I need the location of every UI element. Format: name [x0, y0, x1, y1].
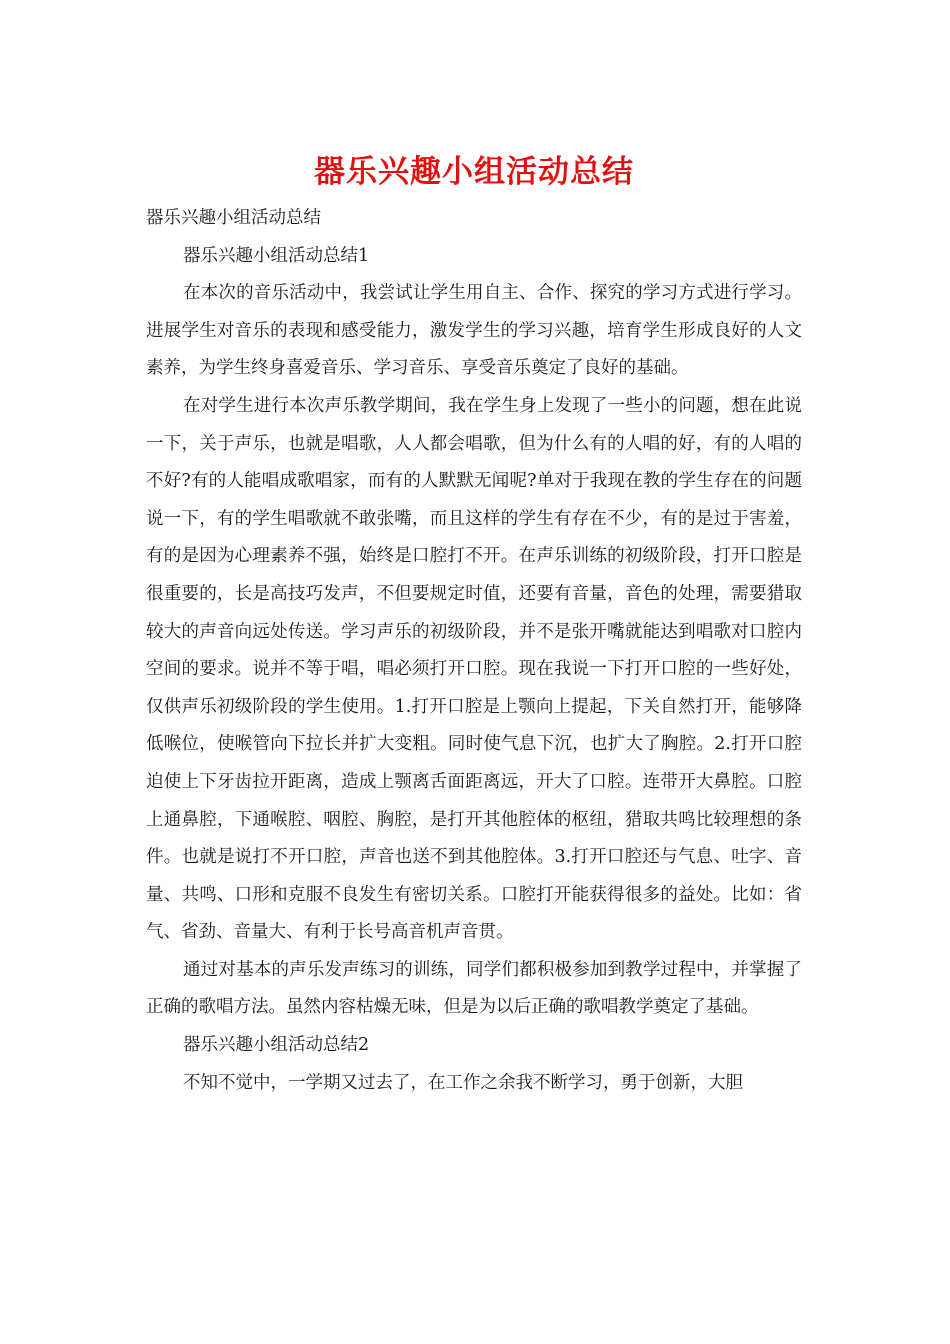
section-heading-1: 器乐兴趣小组活动总结1: [183, 245, 370, 266]
document-subtitle: 器乐兴趣小组活动总结: [146, 208, 321, 228]
body-paragraph-2: 在对学生进行本次声乐教学期间，我在学生身上发现了一些小的问题，想在此说一下，关于声乐，也就是唱歌，人人都会唱歌，但为什么有的人唱的好，有的人唱的不好?有的人能唱成歌唱家，而有的人默默无闻呢?单对于我现在教的学生存在的问题说一下，有的学生唱歌就不敢张嘴，而且这样的学生有存在不少，有的是过于害羞，有的是因为心理素养不强，始终是口腔打不开。在声乐训练的初级阶段，打开口腔是很重要的，长是高技巧发声，不但要规定时值，还要有音量，音色的处理，需要猎取较大的声音向远处传送。学习声乐的初级阶段，并不是张开嘴就能达到唱歌对口腔内空间的要求。说并不等于唱，唱必须打开口腔。现在我说一下打开口腔的一些好处，仅供声乐初级阶段的学生使用。1.打开口腔是上颚向上提起，下关自然打开，能够降低喉位，使喉管向下拉长并扩大变粗。同时使气息下沉，也扩大了胸腔。2.打开口腔迫使上下牙齿拉开距离，造成上颚离舌面距离远，开大了口腔。连带开大鼻腔。口腔上通鼻腔，下通喉腔、咽腔、胸腔，是打开其他腔体的枢纽，猎取共鸣比较理想的条件。也就是说打不开口腔，声音也送不到其他腔体。3.打开口腔还与气息、吐字、音量、共鸣、口形和克服不良发生有密切关系。口腔打开能获得很多的益处。比如：省气、省劲、音量大、有利于长号高音机声音贯。: [146, 395, 802, 943]
body-paragraph-1: 在本次的音乐活动中，我尝试让学生用自主、合作、探究的学习方式进行学习。进展学生对音乐的表现和感受能力，激发学生的学习兴趣，培育学生形成良好的人文素养，为学生终身喜爱音乐、学习音乐、享受音乐奠定了良好的基础。: [146, 283, 802, 379]
section-heading-2: 器乐兴趣小组活动总结2: [183, 1035, 370, 1056]
body-paragraph-3: 通过对基本的声乐发声练习的训练，同学们都积极参加到教学过程中，并掌握了正确的歌唱方法。虽然内容枯燥无味，但是为以后正确的歌唱教学奠定了基础。: [146, 959, 802, 1018]
body-paragraph-4: 不知不觉中，一学期又过去了，在工作之余我不断学习，勇于创新，大胆: [183, 1072, 743, 1093]
document-title: 器乐兴趣小组活动总结: [314, 154, 634, 190]
